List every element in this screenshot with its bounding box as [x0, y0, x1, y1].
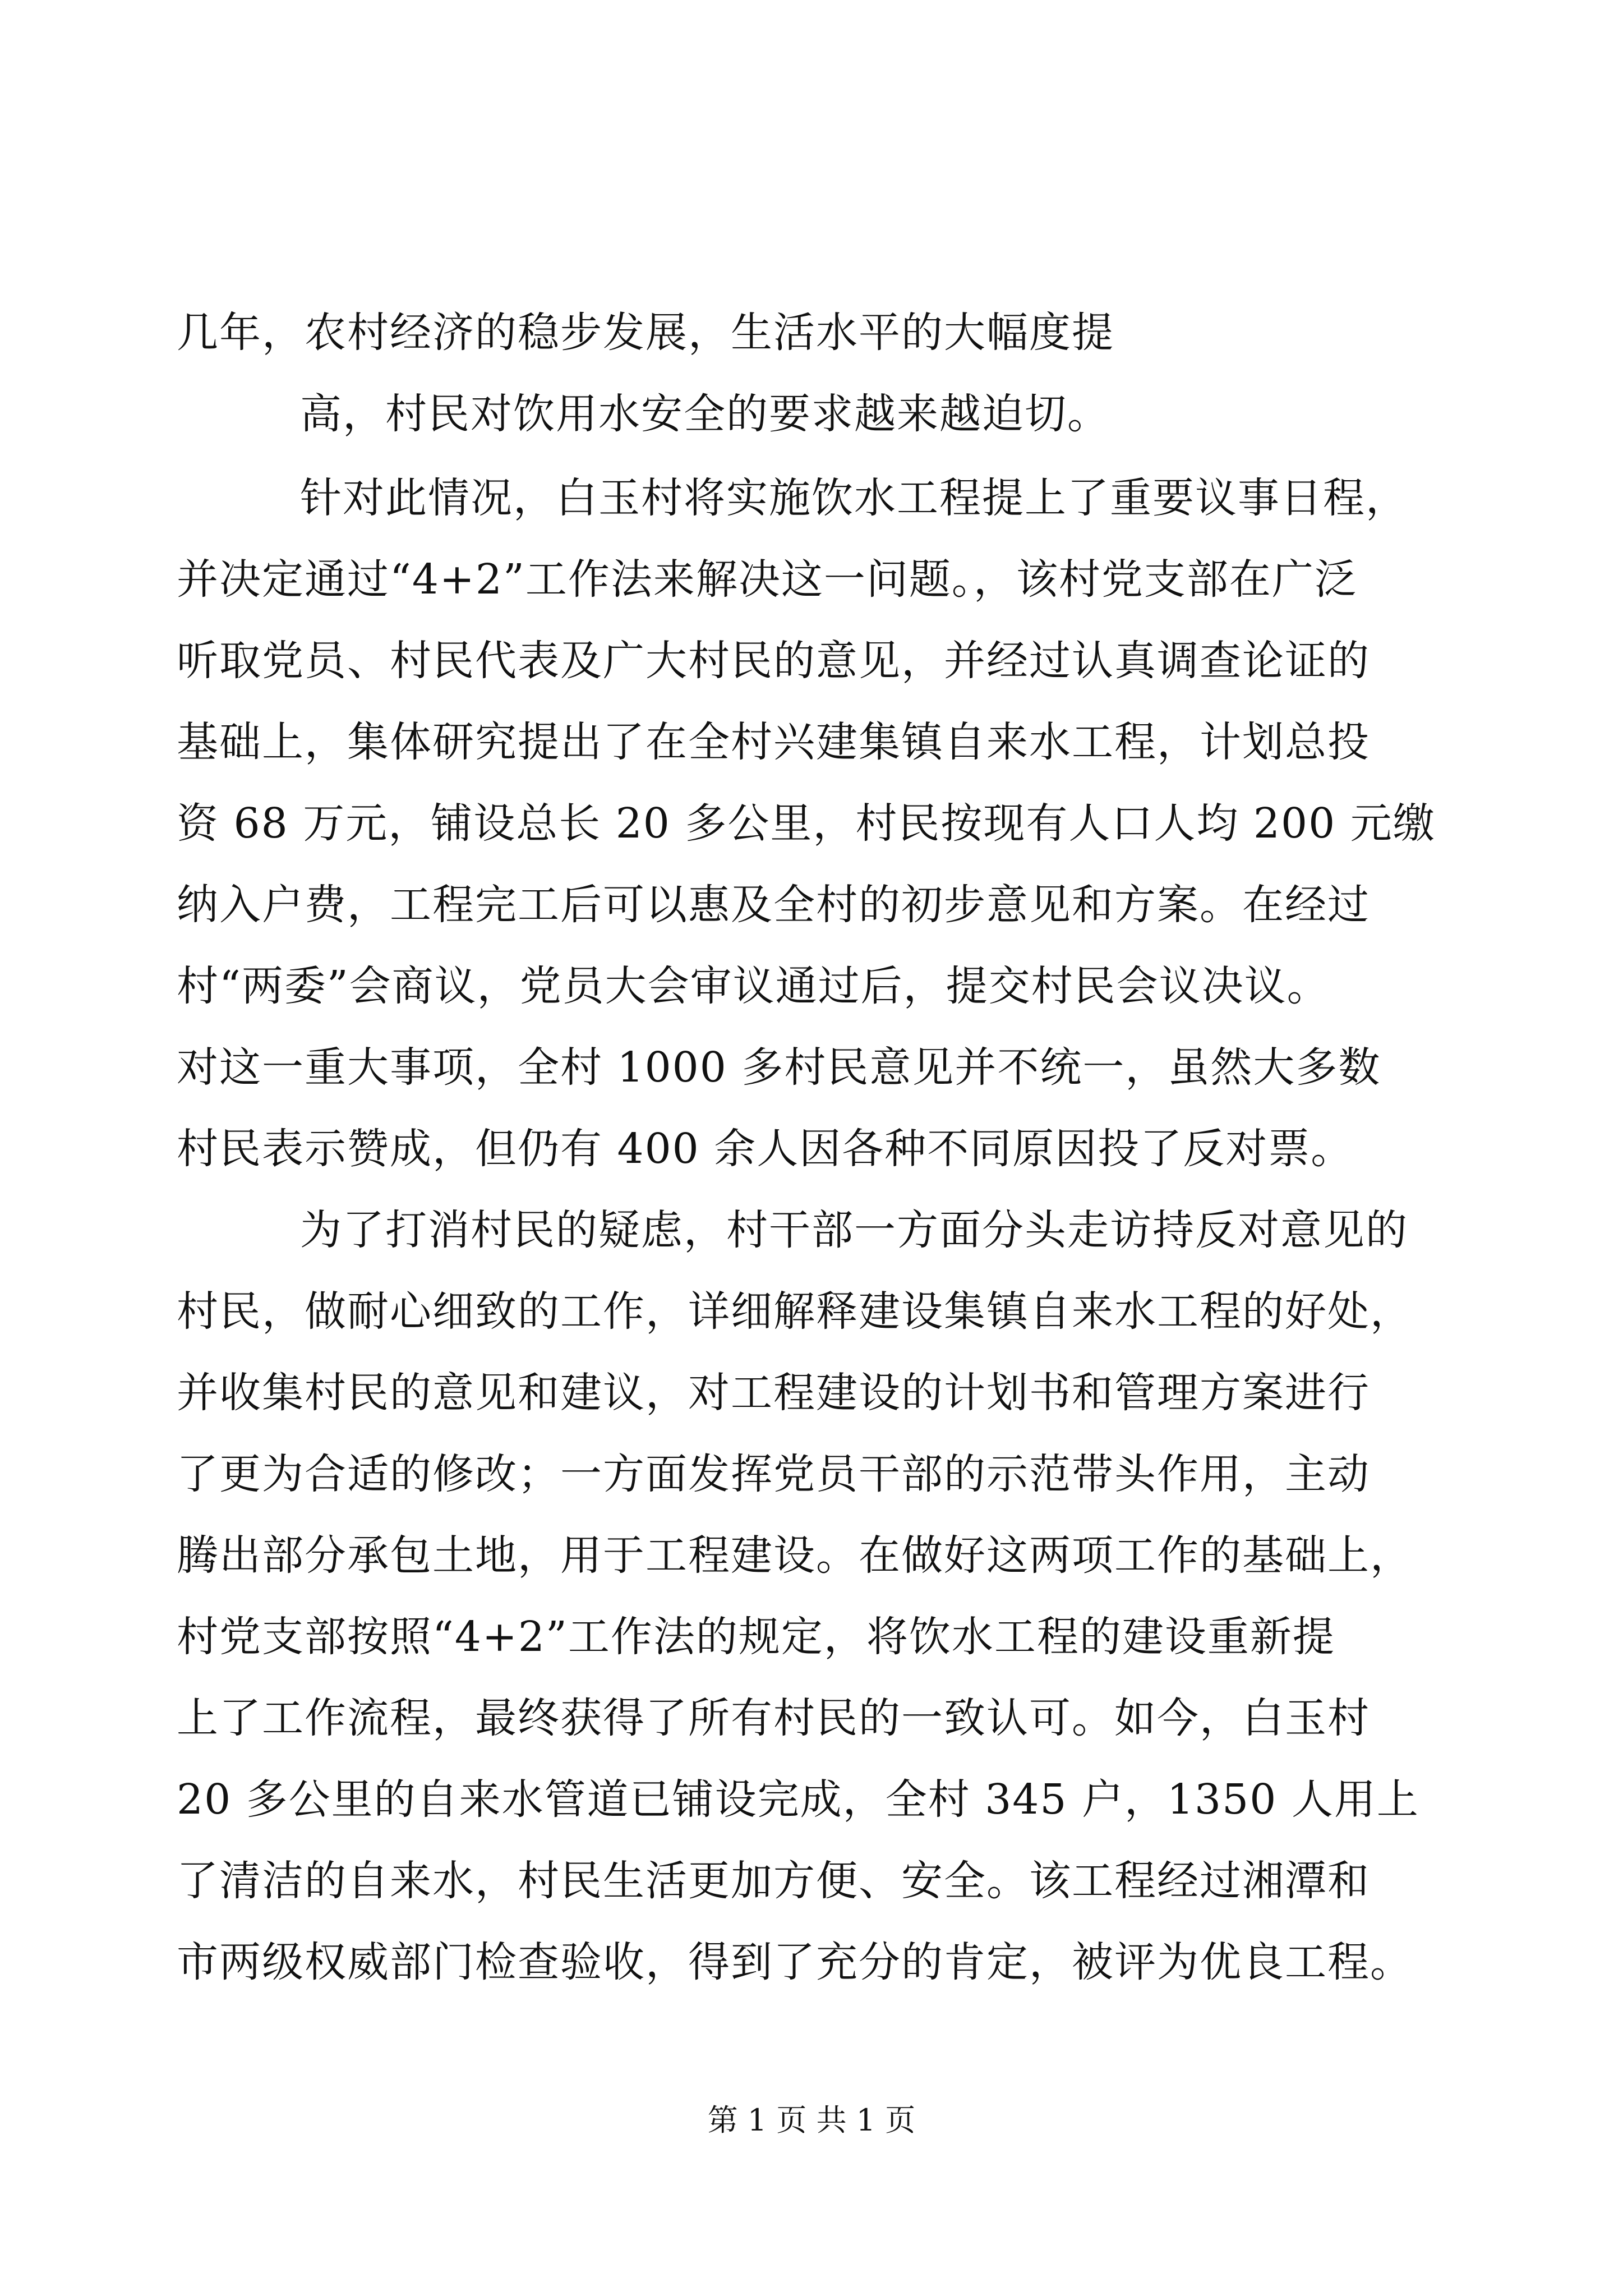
- text-line-14: 并收集村民的意见和建议，对工程建设的计划书和管理方案进行: [177, 1369, 1370, 1417]
- text-line-8: 纳入户费，工程完工后可以惠及全村的初步意见和方案。在经过: [177, 881, 1370, 929]
- text-line-12: 为了打消村民的疑虑，村干部一方面分头走访持反对意见的: [300, 1206, 1408, 1254]
- text-line-20: 了清洁的自来水，村民生活更加方便、安全。该工程经过湘潭和: [177, 1857, 1370, 1905]
- text-line-17: 村党支部按照“4+2”工作法的规定，将饮水工程的建设重新提: [177, 1613, 1335, 1661]
- text-line-3: 针对此情况，白玉村将实施饮水工程提上了重要议事日程，: [300, 474, 1408, 522]
- text-line-10: 对这一重大事项，全村 1000 多村民意见并不统一，虽然大多数: [177, 1043, 1381, 1092]
- text-line-5: 听取党员、村民代表及广大村民的意见，并经过认真调查论证的: [177, 637, 1370, 685]
- page-footer: 第 1 页 共 1 页: [707, 2102, 916, 2138]
- text-line-21: 市两级权威部门检查验收，得到了充分的肯定，被评为优良工程。: [177, 1938, 1413, 1986]
- text-line-2: 高，村民对饮用水安全的要求越来越迫切。: [300, 390, 1110, 438]
- text-line-19: 20 多公里的自来水管道已铺设完成，全村 345 户，1350 人用上: [177, 1775, 1419, 1824]
- text-line-4: 并决定通过“4+2”工作法来解决这一问题。，该村党支部在广泛: [177, 555, 1357, 604]
- text-line-11: 村民表示赞成，但仍有 400 余人因各种不同原因投了反对票。: [177, 1125, 1354, 1173]
- text-line-7: 资 68 万元，铺设总长 20 多公里，村民按现有人口人均 200 元缴: [177, 799, 1436, 848]
- text-line-13: 村民，做耐心细致的工作，详细解释建设集镇自来水工程的好处，: [177, 1287, 1413, 1336]
- text-line-15: 了更为合适的修改；一方面发挥党员干部的示范带头作用，主动: [177, 1450, 1370, 1498]
- text-line-6: 基础上，集体研究提出了在全村兴建集镇自来水工程，计划总投: [177, 718, 1370, 766]
- text-line-9: 村“两委”会商议，党员大会审议通过后，提交村民会议决议。: [177, 962, 1330, 1010]
- text-line-1: 几年，农村经济的稳步发展，生活水平的大幅度提: [177, 309, 1114, 357]
- text-line-18: 上了工作流程，最终获得了所有村民的一致认可。如今，白玉村: [177, 1694, 1370, 1742]
- text-line-16: 腾出部分承包土地，用于工程建设。在做好这两项工作的基础上，: [177, 1531, 1413, 1580]
